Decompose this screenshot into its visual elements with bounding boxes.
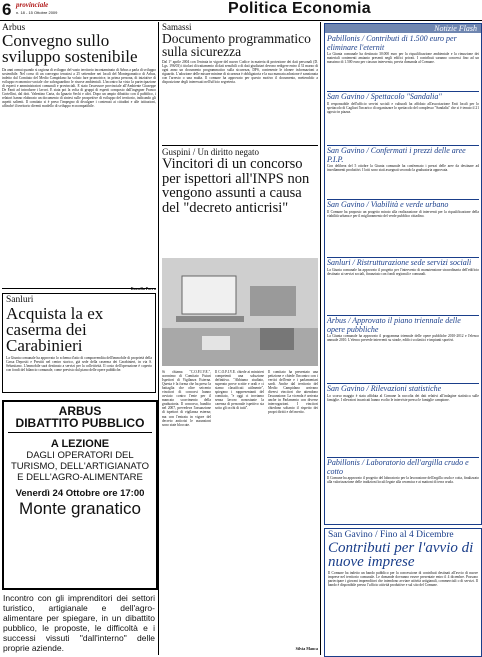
banner-title: Notizie Flash	[434, 24, 477, 33]
header-rule	[0, 20, 482, 21]
flash-body: Lo scorso maggio è stata affidata al Comune la raccolta dei dati relativi all'indagine statistica sulle famiglie. I rilevatori incaricati hanno svolto le interviste presso le famiglie campione.	[327, 393, 479, 402]
flash-item	[327, 259, 479, 313]
flash-item	[327, 201, 479, 255]
sangavino-article	[324, 528, 482, 657]
flash-item	[327, 93, 479, 143]
article-signature: Silvia Manca	[295, 646, 318, 651]
article-kicker: Arbus	[2, 23, 26, 33]
ad-date: Venerdì 24 Ottobre ore 17:00	[15, 488, 145, 499]
article-kicker: Samassi	[162, 22, 192, 32]
flash-kicker: San Gavino / Rilevazioni statistiche	[327, 384, 442, 393]
flash-body: La Giunta comunale ha approvato il programma triennale delle opere pubbliche 2010-2012 e l'elenco annuale 2010. L'elenco prevede interventi su strade, edifici scolastici e impianti sportivi.	[327, 334, 479, 343]
column-rule	[158, 22, 159, 655]
ad-title: ARBUS DIBATTITO PUBBLICO	[15, 404, 145, 430]
article-column-2: Il C.O.F.I.V.E. chiede ai ministeri competenti una soluzione definitiva. "Abbiamo studiato, superato prove scritte e orali e ci siamo classificati utilmente", spiegano i rappresentanti del comitato, "e oggi ci troviamo senza lavoro nonostante la carenza di personale ispettivo sia sotto gli occhi di tutti".	[215, 370, 264, 411]
flash-body: La Giunta comunale ha destinato 30.000 euro per la riqualificazione ambientale e la rimozione dei materiali contenenti amianto presenti negli edifici privati. I contributi saranno concessi fino ad un massimo di 1.500 euro per ciascun intervento, previa domanda al Comune.	[327, 52, 479, 65]
photo-drawing	[162, 258, 318, 366]
article-headline: Acquista la ex caserma dei Carabinieri	[6, 304, 104, 355]
flash-item	[327, 147, 479, 197]
divider	[8, 432, 152, 433]
notizie-flash-box	[324, 23, 482, 525]
office-photo	[162, 258, 318, 366]
flash-item	[327, 35, 479, 89]
article-headline: Documento programmatico sulla sicurezza	[162, 31, 311, 59]
flash-body: Il responsabile dell'ufficio servizi sociali e culturali ha affidato all'associazione Enti locali per lo spettacolo di Cagliari l'incarico di organizzare lo spettacolo del complesso "Sandalia" che si è tenuto il 21 agosto in piazza.	[327, 101, 479, 114]
flash-body: Il Comune ha proposto un progetto mirato alla realizzazione di interventi per la riqualificazione della viabilità urbana e per il miglioramento del verde pubblico cittadino.	[327, 209, 479, 218]
section-title: Politica Economia	[228, 0, 371, 17]
article-body: La Giunta comunale ha approvato lo schema d'atto di compravendita dell'immobile di proprietà della Cassa Depositi e Prestiti nel centro storico, già sede della caserma dei Carabinieri, in via S. Sebastiano. L'immobile sarà destinato a servizi per la collettività. Il costo dell'operazione è coperto con fondi del bilancio comunale, come previsto dal piano delle opere pubbliche.	[6, 356, 152, 373]
flash-item	[327, 385, 479, 455]
flash-kicker: Pabillonis / Contributi di 1.500 euro per eliminare l'eternit	[327, 34, 457, 52]
arbus-article	[2, 23, 156, 287]
article-body: Dal 1° aprile 2004 con l'entrata in vigore del nuovo Codice in materia di protezione dei dati personali (D. Lgs. 196/03) i titolari di trattamento di dati sensibili o di dati giudiziari devono redigere entro il 31 marzo di ogni anno un documento programmatico sulla sicurezza, DPS, contenente le idonee informazioni a riguardo. L'adozione delle misure minime di sicurezza è obbligatoria e la sua mancata adozione è sanzionata con l'arresto o una multa. Il comune ha approvato per questo motivo il documento, mettendolo a disposizione degli interessati nell'ufficio segreteria.	[162, 60, 318, 85]
ad-venue: Monte granatico	[19, 499, 141, 518]
flash-kicker: Sanluri / Ristrutturazione sede servizi sociali	[327, 258, 472, 267]
issue-date: n. 18 - 15 Ottobre 2009	[16, 10, 58, 15]
flash-kicker: Arbus / Approvato il piano triennale delle opere pubbliche	[327, 316, 461, 334]
flash-kicker: Pabillonis / Laboratorio dell'argilla crudo e cotto	[327, 458, 469, 476]
divider	[2, 288, 156, 289]
flash-item	[327, 459, 479, 521]
flash-kicker: San Gavino / Confermati i prezzi delle aree P.I.P.	[327, 146, 466, 164]
article-kicker: Guspini / Un diritto negato	[162, 147, 259, 157]
column-rule	[320, 22, 321, 655]
flash-item	[327, 317, 479, 381]
debate-ad	[2, 400, 158, 590]
article-headline: Convegno sullo sviluppo sostenibile	[2, 31, 138, 66]
divider	[162, 145, 318, 146]
article-kicker: San Gavino / Fino al 4 Dicembre	[328, 530, 454, 540]
article-body: Da anni ormai quando si ragiona di sviluppo del vasto territorio incontaminato di Arbus a parla di sviluppo sostenibile. Nel corso di un convegno tenutosi a 25 settembre nei locali del Montegranatico di Arbus, indetto dal Comitato del Medio Campidano ha voluto fare promotrice, in prima persona, di iniziative di sviluppo economico-sociale che salvaguardino le risorse ambientali. L'incontro ha visto la partecipazione di esperti e amministratori comunali e provinciali. E stato l'assessore provinciale all'Ambiente Giuseppe De Fanti ad introdurre i lavori. E stata poi la volta di gruppi di esperti composto dall'ingegner Franco Cortellini, dal dott. Valentino Carta, da Ignazio Sechi e altri. Dopo un ampio dibattito con il pubblico, i relatori hanno elaborato un documento di sintesi sulle prospettive di sviluppo del territorio, indicando gli aspetti salienti. Il comitato si è preso l'impegno di divulgare i contenuti ai cittadini e alle istituzioni, affinché il territorio diventi modello di sviluppo ecocompatibile.	[2, 68, 156, 109]
samassi-article	[162, 23, 318, 141]
article-column-1: Si chiama "C.O.F.I.V.E.", acronimo di Comitato Futuri Ispettori di Vigilanza Esterna. Questa è la forma che ha preso la battaglia che oltre seicento vincitori di concorsi hanno avviato contro l'ente per il mancato scorrimento della graduatoria. Il concorso, bandito nel 2007, prevedeva l'assunzione di ispettori di vigilanza esterna; ma con l'entrata in vigore del decreto anticrisi le assunzioni sono state bloccate.	[162, 370, 211, 427]
flash-body: Con delibera del 5 ottobre la Giunta comunale ha confermato i prezzi delle aree da destinare ad insediamenti produttivi. I lotti sono stati assegnati secondo la graduatoria approvata.	[327, 164, 479, 173]
flash-body: La Giunta comunale ha approvato il progetto per l'intervento di manutenzione straordinaria dell'edificio destinato ai servizi sociali, finanziato con fondi regionali e comunali.	[327, 267, 479, 276]
article-body: Il Comune ha indetto un bando pubblico per la concessione di contributi destinati all'avvio di nuove imprese nel territorio comunale. Le domande dovranno essere presentate entro il 4 dicembre. Possono partecipare i giovani imprenditori che intendono avviare attività artigianali, commerciali o di servizi. Il bando è disponibile presso l'ufficio attività produttive e sul sito del Comune.	[328, 571, 478, 588]
flash-kicker: San Gavino / Spettacolo "Sandalia"	[327, 92, 442, 101]
ad-line2: DAGLI OPERATORI DEL TURISMO, DELL'ARTIGIANATO E DELL'AGRO-ALIMENTARE	[10, 450, 149, 483]
newspaper-logo: provinciale	[16, 1, 49, 9]
article-column-3: Il comitato ha presentato una petizione e chiede l'incontro con i vertici dell'ente e i parlamentari sardi. Anche dal territorio del Medio Campidano arrivano diversi vincitori che attendono l'assunzione. La vicenda è arrivata anche in Parlamento con diverse interrogazioni. I vincitori chiedono soltanto il rispetto dei propri diritti e del merito.	[268, 370, 318, 415]
flash-body: Il Comune ha approvato il progetto del laboratorio per la lavorazione dell'argilla cruda e cotta, finalizzato alla valorizzazione delle tradizioni locali legate alla ceramica e ai mattoni di terra cruda.	[327, 476, 479, 485]
ad-description: Incontro con gli imprenditori dei settori turistico, artigianale e dell'agro-alimentare per spiegare, in un dibattito pubblico, le proposte, le difficoltà e i successi vissuti "dall'interno" delle proprie aziende.	[3, 593, 155, 653]
page-number: 6	[2, 0, 12, 19]
article-kicker: Sanluri	[6, 295, 34, 305]
sanluri-article	[2, 293, 156, 393]
flash-kicker: San Gavino / Viabilità e verde urbano	[327, 200, 449, 209]
ad-line1: A LEZIONE	[50, 438, 110, 450]
article-headline: Vincitori di un concorso per ispettori all'INPS non vengono assunti a causa del "decreto anticrisi"	[162, 156, 310, 216]
article-headline: Contributi per l'avvio di nuove imprese	[328, 540, 474, 570]
